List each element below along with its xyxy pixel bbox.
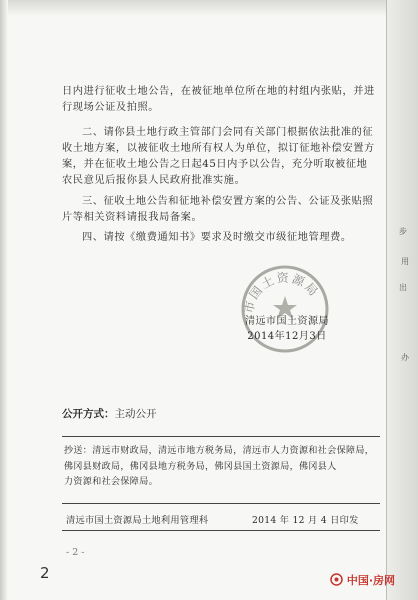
paragraph-3: 三、征收土地公告和征地补偿安置方案的公告、公证及张贴照片等相关资料请报我局备案。: [62, 195, 374, 224]
strip-mark: 步: [399, 227, 407, 236]
signing-date: 2014年12月3日: [247, 331, 327, 342]
strip-mark: 用: [401, 257, 409, 266]
cc-line-2: 佛冈县财政局，佛冈县地方税务局，佛冈县国土资源局，佛冈县人: [64, 461, 337, 472]
watermark-text: 中国·房网: [346, 574, 396, 587]
signature-block: [232, 314, 342, 344]
issuing-department: 清远市国土资源局土地利用管理科: [66, 515, 209, 526]
issuing-organization: 清远市国土资源局: [245, 316, 329, 327]
rule-middle: [62, 503, 380, 504]
page-number: - 2 -: [66, 547, 85, 558]
rule-top: [62, 436, 380, 437]
disclosure-value: 主动公开: [114, 408, 157, 420]
scan-shadow-left: [0, 0, 8, 600]
cc-line-3: 力资源和社会保障局。: [64, 477, 159, 487]
print-date: 2014 年 12 月 4 日印发: [252, 515, 359, 526]
letter-body: [62, 84, 378, 247]
svg-text:市国土资源局: 市国土资源局: [241, 270, 322, 315]
paragraph-4: 四、请按《缴费通知书》要求及时缴交市级征地管理费。: [82, 232, 352, 244]
handwritten-page-number: 2: [40, 564, 50, 582]
scan-shadow-top: [0, 0, 418, 16]
paragraph-2: 二、请你县土地行政主管部门会同有关部门根据依法批准的征收土地方案，以被征收土地所有权人为单位，拟订征地补偿安置方案，并在征收土地公告之日起45日内予以公告，充分听取被征地农民意见后报你县人民政府批准实施。: [62, 126, 375, 187]
paragraph-1: 日内进行征收土地公告，在被征地单位所在地的村组内张贴，并进行现场公证及拍照。: [62, 86, 375, 114]
strip-mark: 出: [399, 283, 407, 292]
cc-line-1: 清远市财政局，清远市地方税务局，清远市人力资源和社会保障局，: [92, 446, 375, 456]
strip-mark: 办: [401, 353, 409, 362]
adjacent-page-edge: [386, 0, 418, 600]
rule-bottom: [62, 530, 380, 531]
watermark: [330, 572, 395, 588]
watermark-logo-icon: [330, 573, 343, 586]
disclosure-label: 公开方式：: [62, 408, 115, 420]
cc-label: 抄送：: [64, 446, 93, 456]
disclosure-line: [62, 406, 157, 421]
cc-block: [64, 444, 380, 491]
